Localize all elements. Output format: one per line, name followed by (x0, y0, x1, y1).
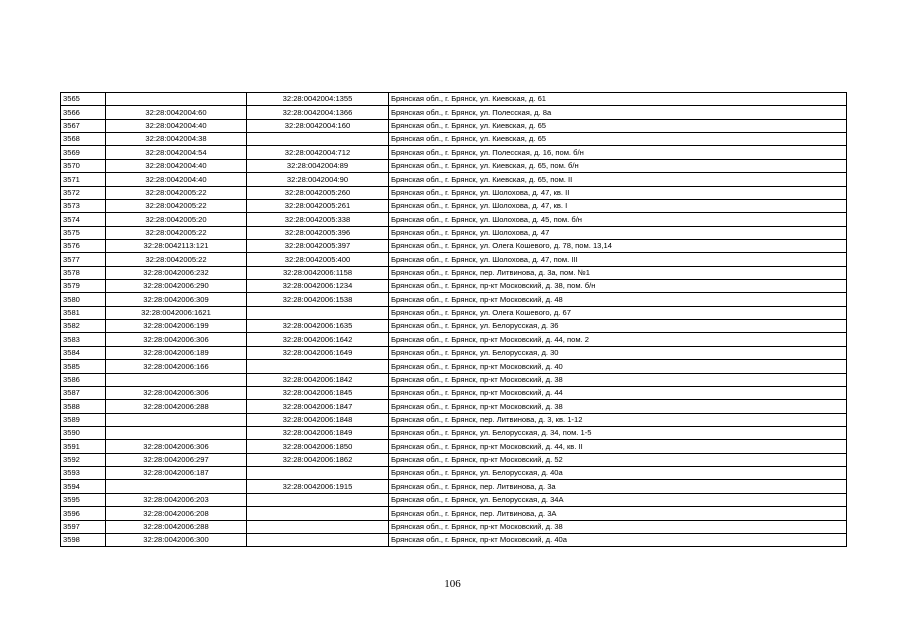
building-cadastral-number-cell (247, 520, 389, 533)
building-cadastral-number-cell: 32:28:0042006:1842 (247, 373, 389, 386)
land-cadastral-number-cell: 32:28:0042006:208 (106, 507, 247, 520)
table-row (61, 453, 847, 466)
address-cell: Брянская обл., г. Брянск, пер. Литвинова, д. 3а, пом. №1 (389, 266, 847, 279)
address-cell: Брянская обл., г. Брянск, пр-кт Московский, д. 52 (389, 453, 847, 466)
address-cell: Брянская обл., г. Брянск, ул. Шолохова, д. 47, кв. II (389, 186, 847, 199)
table-row (61, 360, 847, 373)
address-cell: Брянская обл., г. Брянск, ул. Белорусская, д. 34А (389, 493, 847, 506)
building-cadastral-number-cell: 32:28:0042005:261 (247, 199, 389, 212)
address-cell: Брянская обл., г. Брянск, пр-кт Московский, д. 38 (389, 520, 847, 533)
address-cell: Брянская обл., г. Брянск, ул. Киевская, д. 65 (389, 119, 847, 132)
row-number-cell: 3579 (61, 280, 106, 293)
land-cadastral-number-cell: 32:28:0042006:203 (106, 493, 247, 506)
land-cadastral-number-cell: 32:28:0042004:40 (106, 173, 247, 186)
building-cadastral-number-cell (247, 133, 389, 146)
row-number-cell: 3570 (61, 159, 106, 172)
building-cadastral-number-cell: 32:28:0042004:712 (247, 146, 389, 159)
address-cell: Брянская обл., г. Брянск, ул. Шолохова, д. 47 (389, 226, 847, 239)
address-cell: Брянская обл., г. Брянск, пр-кт Московский, д. 38 (389, 373, 847, 386)
address-cell: Брянская обл., г. Брянск, пр-кт Московский, д. 40 (389, 360, 847, 373)
building-cadastral-number-cell: 32:28:0042006:1234 (247, 280, 389, 293)
land-cadastral-number-cell: 32:28:0042006:290 (106, 280, 247, 293)
row-number-cell: 3567 (61, 119, 106, 132)
land-cadastral-number-cell: 32:28:0042005:22 (106, 253, 247, 266)
row-number-cell: 3566 (61, 106, 106, 119)
land-cadastral-number-cell: 32:28:0042006:189 (106, 346, 247, 359)
land-cadastral-number-cell: 32:28:0042004:40 (106, 159, 247, 172)
land-cadastral-number-cell: 32:28:0042006:297 (106, 453, 247, 466)
registry-table-body (61, 93, 847, 547)
table-row (61, 186, 847, 199)
table-row (61, 320, 847, 333)
table-row (61, 119, 847, 132)
building-cadastral-number-cell (247, 467, 389, 480)
land-cadastral-number-cell: 32:28:0042006:166 (106, 360, 247, 373)
row-number-cell: 3592 (61, 453, 106, 466)
row-number-cell: 3597 (61, 520, 106, 533)
row-number-cell: 3576 (61, 239, 106, 252)
building-cadastral-number-cell: 32:28:0042005:260 (247, 186, 389, 199)
land-cadastral-number-cell (106, 373, 247, 386)
land-cadastral-number-cell: 32:28:0042006:232 (106, 266, 247, 279)
land-cadastral-number-cell (106, 93, 247, 106)
table-row (61, 280, 847, 293)
table-row (61, 520, 847, 533)
land-cadastral-number-cell: 32:28:0042005:20 (106, 213, 247, 226)
table-row (61, 386, 847, 399)
building-cadastral-number-cell: 32:28:0042006:1635 (247, 320, 389, 333)
address-cell: Брянская обл., г. Брянск, пер. Литвинова, д. 3А (389, 507, 847, 520)
table-row (61, 93, 847, 106)
table-row (61, 266, 847, 279)
land-cadastral-number-cell: 32:28:0042006:306 (106, 386, 247, 399)
land-cadastral-number-cell: 32:28:0042004:54 (106, 146, 247, 159)
table-row (61, 333, 847, 346)
table-row (61, 239, 847, 252)
address-cell: Брянская обл., г. Брянск, ул. Шолохова, д. 47, пом. III (389, 253, 847, 266)
table-row (61, 507, 847, 520)
land-cadastral-number-cell (106, 413, 247, 426)
address-cell: Брянская обл., г. Брянск, ул. Полесская, д. 8а (389, 106, 847, 119)
row-number-cell: 3589 (61, 413, 106, 426)
table-row (61, 346, 847, 359)
building-cadastral-number-cell: 32:28:0042006:1850 (247, 440, 389, 453)
page-number: 106 (444, 578, 461, 590)
land-cadastral-number-cell: 32:28:0042006:1621 (106, 306, 247, 319)
address-cell: Брянская обл., г. Брянск, ул. Полесская, д. 16, пом. б/н (389, 146, 847, 159)
building-cadastral-number-cell: 32:28:0042006:1845 (247, 386, 389, 399)
land-cadastral-number-cell: 32:28:0042005:22 (106, 186, 247, 199)
row-number-cell: 3583 (61, 333, 106, 346)
row-number-cell: 3575 (61, 226, 106, 239)
land-cadastral-number-cell: 32:28:0042006:309 (106, 293, 247, 306)
row-number-cell: 3595 (61, 493, 106, 506)
building-cadastral-number-cell (247, 360, 389, 373)
address-cell: Брянская обл., г. Брянск, пр-кт Московский, д. 38 (389, 400, 847, 413)
building-cadastral-number-cell: 32:28:0042006:1862 (247, 453, 389, 466)
address-cell: Брянская обл., г. Брянск, ул. Киевская, д. 65 (389, 133, 847, 146)
table-row (61, 426, 847, 439)
row-number-cell: 3586 (61, 373, 106, 386)
building-cadastral-number-cell: 32:28:0042004:1355 (247, 93, 389, 106)
row-number-cell: 3596 (61, 507, 106, 520)
building-cadastral-number-cell: 32:28:0042006:1915 (247, 480, 389, 493)
building-cadastral-number-cell: 32:28:0042005:400 (247, 253, 389, 266)
building-cadastral-number-cell: 32:28:0042004:90 (247, 173, 389, 186)
row-number-cell: 3587 (61, 386, 106, 399)
address-cell: Брянская обл., г. Брянск, пр-кт Московский, д. 44, пом. 2 (389, 333, 847, 346)
table-row (61, 306, 847, 319)
address-cell: Брянская обл., г. Брянск, ул. Белорусская, д. 40а (389, 467, 847, 480)
table-row (61, 440, 847, 453)
row-number-cell: 3588 (61, 400, 106, 413)
row-number-cell: 3572 (61, 186, 106, 199)
table-row (61, 106, 847, 119)
building-cadastral-number-cell: 32:28:0042005:397 (247, 239, 389, 252)
table-row (61, 413, 847, 426)
registry-table (60, 92, 847, 547)
building-cadastral-number-cell: 32:28:0042004:1366 (247, 106, 389, 119)
table-row (61, 293, 847, 306)
row-number-cell: 3573 (61, 199, 106, 212)
address-cell: Брянская обл., г. Брянск, ул. Киевская, д. 65, пом. б/н (389, 159, 847, 172)
address-cell: Брянская обл., г. Брянск, пр-кт Московский, д. 38, пом. б/н (389, 280, 847, 293)
building-cadastral-number-cell: 32:28:0042004:160 (247, 119, 389, 132)
address-cell: Брянская обл., г. Брянск, ул. Олега Кошевого, д. 78, пом. 13,14 (389, 239, 847, 252)
table-row (61, 199, 847, 212)
table-row (61, 467, 847, 480)
land-cadastral-number-cell: 32:28:0042004:38 (106, 133, 247, 146)
table-row (61, 173, 847, 186)
address-cell: Брянская обл., г. Брянск, ул. Шолохова, д. 47, кв. I (389, 199, 847, 212)
table-row (61, 226, 847, 239)
land-cadastral-number-cell: 32:28:0042006:306 (106, 333, 247, 346)
building-cadastral-number-cell: 32:28:0042004:89 (247, 159, 389, 172)
building-cadastral-number-cell: 32:28:0042006:1848 (247, 413, 389, 426)
row-number-cell: 3598 (61, 533, 106, 546)
table-row (61, 146, 847, 159)
address-cell: Брянская обл., г. Брянск, пр-кт Московский, д. 44, кв. II (389, 440, 847, 453)
address-cell: Брянская обл., г. Брянск, ул. Белорусская, д. 36 (389, 320, 847, 333)
land-cadastral-number-cell: 32:28:0042113:121 (106, 239, 247, 252)
row-number-cell: 3565 (61, 93, 106, 106)
row-number-cell: 3582 (61, 320, 106, 333)
table-row (61, 493, 847, 506)
land-cadastral-number-cell: 32:28:0042006:288 (106, 400, 247, 413)
land-cadastral-number-cell (106, 426, 247, 439)
row-number-cell: 3571 (61, 173, 106, 186)
address-cell: Брянская обл., г. Брянск, ул. Киевская, д. 65, пом. II (389, 173, 847, 186)
building-cadastral-number-cell (247, 306, 389, 319)
land-cadastral-number-cell: 32:28:0042004:40 (106, 119, 247, 132)
building-cadastral-number-cell (247, 493, 389, 506)
address-cell: Брянская обл., г. Брянск, пр-кт Московский, д. 48 (389, 293, 847, 306)
address-cell: Брянская обл., г. Брянск, пр-кт Московский, д. 40а (389, 533, 847, 546)
row-number-cell: 3594 (61, 480, 106, 493)
row-number-cell: 3580 (61, 293, 106, 306)
building-cadastral-number-cell (247, 533, 389, 546)
row-number-cell: 3568 (61, 133, 106, 146)
row-number-cell: 3593 (61, 467, 106, 480)
building-cadastral-number-cell: 32:28:0042006:1538 (247, 293, 389, 306)
table-row (61, 253, 847, 266)
land-cadastral-number-cell (106, 480, 247, 493)
row-number-cell: 3591 (61, 440, 106, 453)
row-number-cell: 3578 (61, 266, 106, 279)
address-cell: Брянская обл., г. Брянск, пер. Литвинова, д. 3а (389, 480, 847, 493)
row-number-cell: 3584 (61, 346, 106, 359)
land-cadastral-number-cell: 32:28:0042006:300 (106, 533, 247, 546)
building-cadastral-number-cell: 32:28:0042006:1847 (247, 400, 389, 413)
land-cadastral-number-cell: 32:28:0042004:60 (106, 106, 247, 119)
land-cadastral-number-cell: 32:28:0042005:22 (106, 199, 247, 212)
land-cadastral-number-cell: 32:28:0042006:187 (106, 467, 247, 480)
building-cadastral-number-cell: 32:28:0042006:1849 (247, 426, 389, 439)
row-number-cell: 3581 (61, 306, 106, 319)
land-cadastral-number-cell: 32:28:0042005:22 (106, 226, 247, 239)
row-number-cell: 3577 (61, 253, 106, 266)
table-row (61, 373, 847, 386)
building-cadastral-number-cell: 32:28:0042006:1158 (247, 266, 389, 279)
address-cell: Брянская обл., г. Брянск, пер. Литвинова, д. 3, кв. 1-12 (389, 413, 847, 426)
address-cell: Брянская обл., г. Брянск, ул. Шолохова, д. 45, пом. б/н (389, 213, 847, 226)
address-cell: Брянская обл., г. Брянск, ул. Белорусская, д. 30 (389, 346, 847, 359)
table-row (61, 213, 847, 226)
address-cell: Брянская обл., г. Брянск, ул. Олега Кошевого, д. 67 (389, 306, 847, 319)
land-cadastral-number-cell: 32:28:0042006:306 (106, 440, 247, 453)
land-cadastral-number-cell: 32:28:0042006:199 (106, 320, 247, 333)
building-cadastral-number-cell: 32:28:0042005:396 (247, 226, 389, 239)
building-cadastral-number-cell: 32:28:0042006:1642 (247, 333, 389, 346)
row-number-cell: 3569 (61, 146, 106, 159)
table-row (61, 480, 847, 493)
row-number-cell: 3574 (61, 213, 106, 226)
row-number-cell: 3590 (61, 426, 106, 439)
address-cell: Брянская обл., г. Брянск, пр-кт Московский, д. 44 (389, 386, 847, 399)
table-row (61, 133, 847, 146)
land-cadastral-number-cell: 32:28:0042006:288 (106, 520, 247, 533)
address-cell: Брянская обл., г. Брянск, ул. Киевская, д. 61 (389, 93, 847, 106)
table-row (61, 533, 847, 546)
building-cadastral-number-cell (247, 507, 389, 520)
table-row (61, 159, 847, 172)
building-cadastral-number-cell: 32:28:0042006:1649 (247, 346, 389, 359)
building-cadastral-number-cell: 32:28:0042005:338 (247, 213, 389, 226)
address-cell: Брянская обл., г. Брянск, ул. Белорусская, д. 34, пом. 1-5 (389, 426, 847, 439)
table-row (61, 400, 847, 413)
row-number-cell: 3585 (61, 360, 106, 373)
